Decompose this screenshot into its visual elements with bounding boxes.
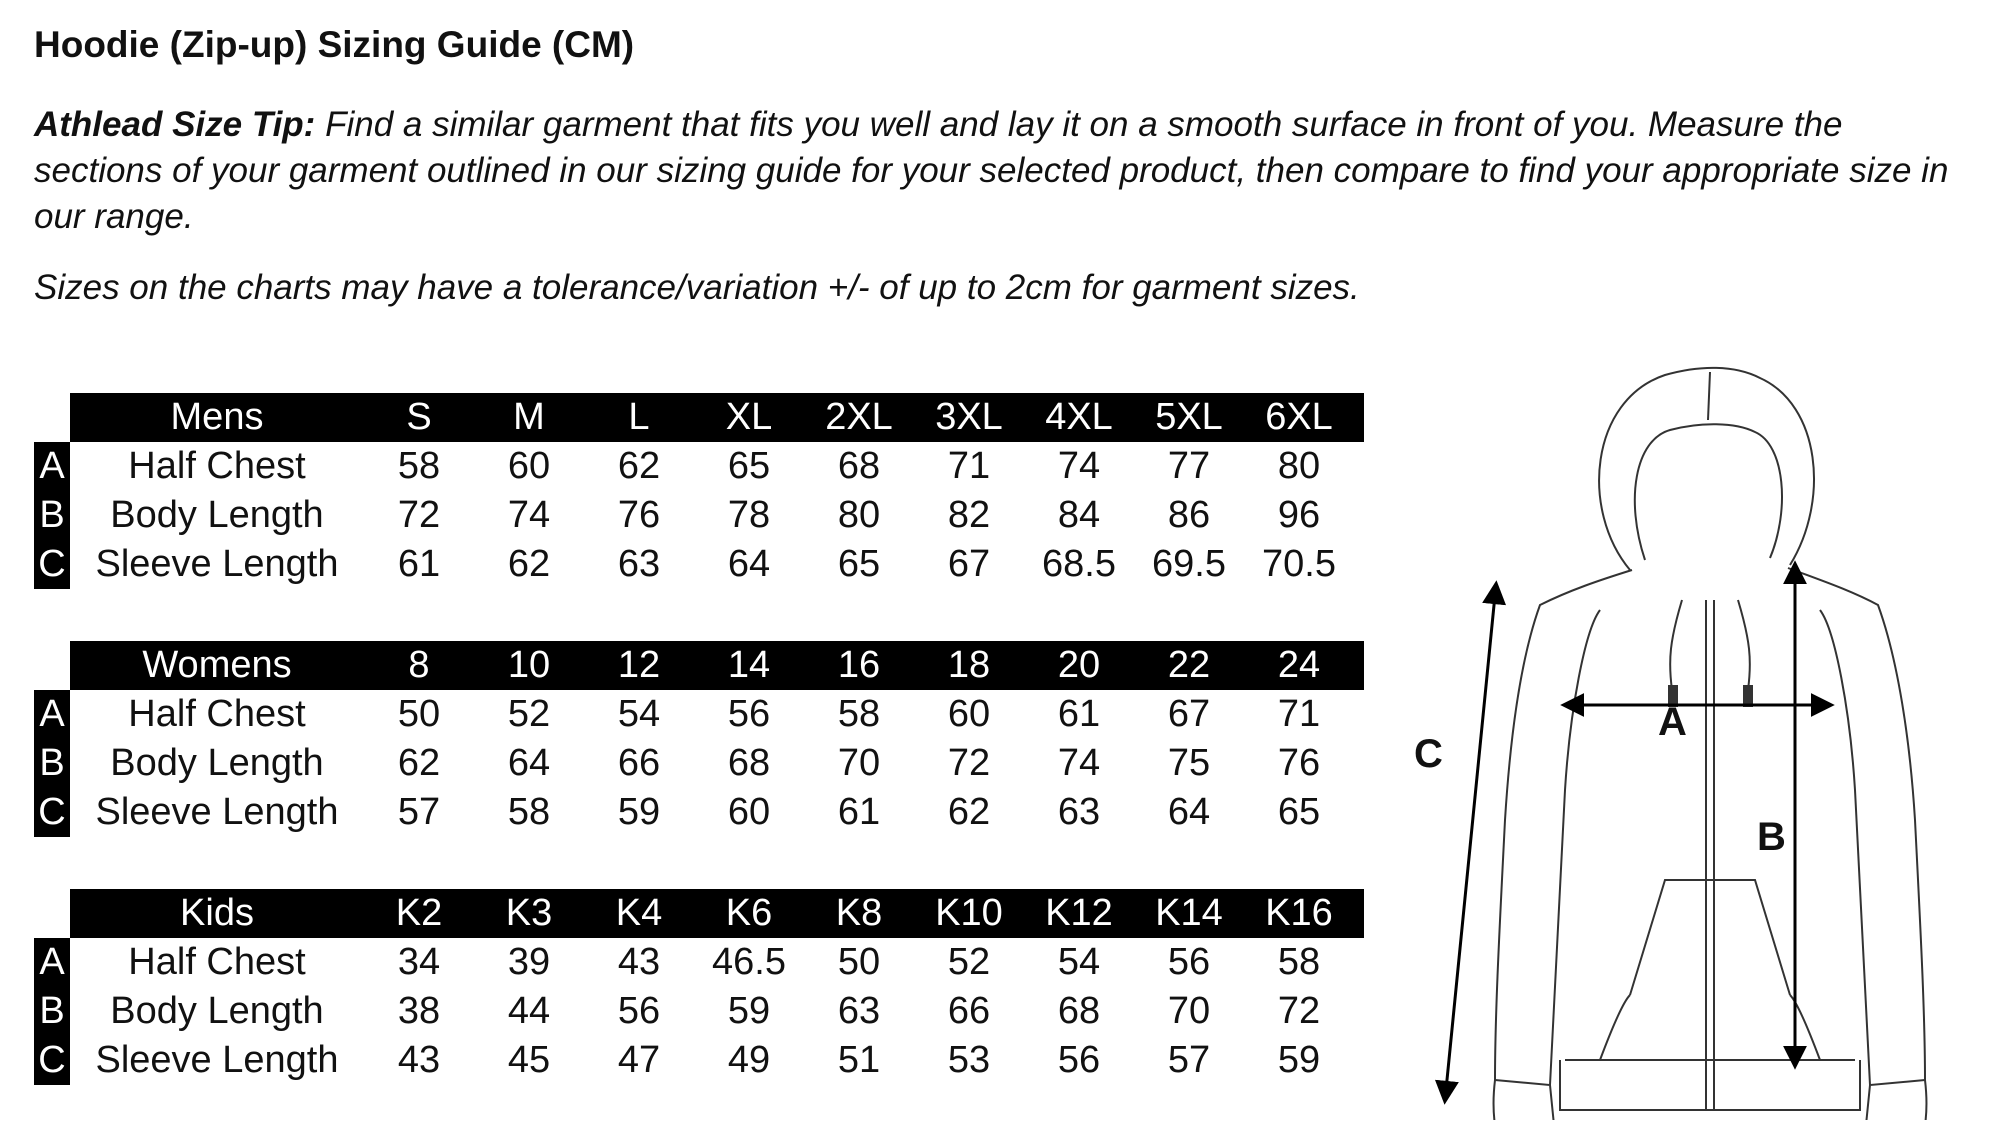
- table-cell: 72: [947, 742, 991, 784]
- table-cell: 67: [1167, 693, 1211, 735]
- size-header: M: [513, 396, 545, 438]
- table-cell: 54: [1057, 941, 1101, 983]
- size-header: K3: [505, 892, 553, 934]
- table-cell: 65: [1277, 791, 1321, 833]
- table-cell: 74: [1057, 445, 1101, 487]
- measure-letter: C: [34, 788, 70, 837]
- table-cell: 64: [1167, 791, 1211, 833]
- measure-letter: A: [34, 442, 70, 491]
- table-cell: 58: [837, 693, 881, 735]
- size-header: 8: [408, 644, 430, 686]
- table-cell: 70: [837, 742, 881, 784]
- size-header: K10: [935, 892, 1003, 934]
- table-cell: 80: [1277, 445, 1321, 487]
- table-cell: 68.5: [1042, 543, 1116, 585]
- size-header: 12: [617, 644, 661, 686]
- table-cell: 59: [1277, 1039, 1321, 1081]
- table-cell: 39: [507, 941, 551, 983]
- size-header: 4XL: [1045, 396, 1113, 438]
- measure-label: Body Length: [110, 990, 324, 1032]
- size-header: XL: [725, 396, 773, 438]
- table-cell: 50: [837, 941, 881, 983]
- table-cell: 57: [397, 791, 441, 833]
- size-header: 22: [1167, 644, 1211, 686]
- table-cell: 52: [947, 941, 991, 983]
- measure-label: Sleeve Length: [95, 791, 339, 833]
- table-cell: 62: [617, 445, 661, 487]
- table-cell: 86: [1167, 494, 1211, 536]
- table-cell: 64: [507, 742, 551, 784]
- table-cell: 68: [837, 445, 881, 487]
- table-cell: 69.5: [1152, 543, 1226, 585]
- table-cell: 60: [507, 445, 551, 487]
- table-cell: 66: [947, 990, 991, 1032]
- size-header: K2: [395, 892, 443, 934]
- hoodie-outline-icon: [1400, 360, 1980, 1120]
- table-cell: 68: [1057, 990, 1101, 1032]
- size-header: 2XL: [825, 396, 893, 438]
- table-cell: 76: [1277, 742, 1321, 784]
- table-cell: 45: [507, 1039, 551, 1081]
- table-cell: 76: [617, 494, 661, 536]
- table-cell: 68: [727, 742, 771, 784]
- table-cell: 50: [397, 693, 441, 735]
- table-cell: 53: [947, 1039, 991, 1081]
- table-cell: 59: [617, 791, 661, 833]
- table-cell: 61: [397, 543, 441, 585]
- measure-label-c: C: [1414, 732, 1443, 776]
- table-cell: 82: [947, 494, 991, 536]
- size-tip: [34, 102, 1974, 240]
- table-cell: 62: [947, 791, 991, 833]
- size-header: 14: [727, 644, 771, 686]
- size-header: 10: [507, 644, 551, 686]
- measure-letter: A: [34, 938, 70, 987]
- page-title: Hoodie (Zip-up) Sizing Guide (CM): [34, 24, 635, 65]
- table-cell: 49: [727, 1039, 771, 1081]
- table-cell: 75: [1167, 742, 1211, 784]
- size-header: S: [406, 396, 432, 438]
- table-cell: 67: [947, 543, 991, 585]
- table-cell: 56: [617, 990, 661, 1032]
- table-cell: 65: [837, 543, 881, 585]
- table-cell: 74: [507, 494, 551, 536]
- table-cell: 58: [507, 791, 551, 833]
- table-cell: 84: [1057, 494, 1101, 536]
- table-cell: 34: [397, 941, 441, 983]
- table-cell: 46.5: [712, 941, 786, 983]
- measure-label-a: A: [1658, 700, 1687, 744]
- size-header: K4: [615, 892, 663, 934]
- table-cell: 61: [1057, 693, 1101, 735]
- measure-label: Half Chest: [128, 941, 306, 983]
- size-header: 6XL: [1265, 396, 1333, 438]
- size-header: K14: [1155, 892, 1223, 934]
- measure-label: Sleeve Length: [95, 543, 339, 585]
- table-cell: 54: [617, 693, 661, 735]
- chart-name: Mens: [170, 396, 264, 438]
- size-tip-label: Athlead Size Tip:: [34, 105, 316, 144]
- size-header: 5XL: [1155, 396, 1223, 438]
- table-cell: 38: [397, 990, 441, 1032]
- measure-letter: A: [34, 690, 70, 739]
- table-cell: 63: [1057, 791, 1101, 833]
- measure-label: Half Chest: [128, 693, 306, 735]
- tolerance-note: Sizes on the charts may have a tolerance/variation +/- of up to 2cm for garment sizes.: [34, 268, 1360, 307]
- table-cell: 72: [397, 494, 441, 536]
- table-cell: 56: [1167, 941, 1211, 983]
- table-cell: 43: [617, 941, 661, 983]
- table-cell: 65: [727, 445, 771, 487]
- table-cell: 74: [1057, 742, 1101, 784]
- table-cell: 56: [1057, 1039, 1101, 1081]
- measure-label: Sleeve Length: [95, 1039, 339, 1081]
- size-header: 24: [1277, 644, 1321, 686]
- table-cell: 51: [837, 1039, 881, 1081]
- measure-label: Half Chest: [128, 445, 306, 487]
- table-cell: 70.5: [1262, 543, 1336, 585]
- table-cell: 77: [1167, 445, 1211, 487]
- table-cell: 62: [397, 742, 441, 784]
- table-cell: 60: [727, 791, 771, 833]
- size-header: K8: [835, 892, 883, 934]
- table-cell: 60: [947, 693, 991, 735]
- table-cell: 63: [837, 990, 881, 1032]
- measure-letter: B: [34, 739, 70, 788]
- size-header: K12: [1045, 892, 1113, 934]
- table-cell: 57: [1167, 1039, 1211, 1081]
- table-cell: 71: [947, 445, 991, 487]
- table-cell: 58: [397, 445, 441, 487]
- table-cell: 47: [617, 1039, 661, 1081]
- table-cell: 66: [617, 742, 661, 784]
- measure-letter: C: [34, 540, 70, 589]
- hoodie-measurement-diagram: [1400, 360, 1980, 1120]
- measure-letter: B: [34, 491, 70, 540]
- size-header: 3XL: [935, 396, 1003, 438]
- table-cell: 71: [1277, 693, 1321, 735]
- measure-letter: C: [34, 1036, 70, 1085]
- table-cell: 62: [507, 543, 551, 585]
- table-cell: 52: [507, 693, 551, 735]
- chart-name: Kids: [180, 892, 254, 934]
- chart-name: Womens: [142, 644, 292, 686]
- table-cell: 96: [1277, 494, 1321, 536]
- table-cell: 80: [837, 494, 881, 536]
- size-header: 20: [1057, 644, 1101, 686]
- table-cell: 72: [1277, 990, 1321, 1032]
- size-tip-text: Find a similar garment that fits you well and lay it on a smooth surface in front of you. Measure the sections of your garment outlined in our sizing guide for your selected product, then compare to find your appropriate size in our range.: [34, 105, 1949, 236]
- table-cell: 61: [837, 791, 881, 833]
- table-cell: 58: [1277, 941, 1321, 983]
- table-cell: 59: [727, 990, 771, 1032]
- table-cell: 64: [727, 543, 771, 585]
- table-cell: 44: [507, 990, 551, 1032]
- size-header: 18: [947, 644, 991, 686]
- table-cell: 63: [617, 543, 661, 585]
- measure-label: Body Length: [110, 494, 324, 536]
- table-cell: 56: [727, 693, 771, 735]
- size-header: 16: [837, 644, 881, 686]
- size-header: K6: [725, 892, 773, 934]
- measure-label-b: B: [1757, 815, 1786, 859]
- table-cell: 43: [397, 1039, 441, 1081]
- measure-letter: B: [34, 987, 70, 1036]
- measure-label: Body Length: [110, 742, 324, 784]
- table-cell: 70: [1167, 990, 1211, 1032]
- size-header: L: [628, 396, 650, 438]
- size-header: K16: [1265, 892, 1333, 934]
- table-cell: 78: [727, 494, 771, 536]
